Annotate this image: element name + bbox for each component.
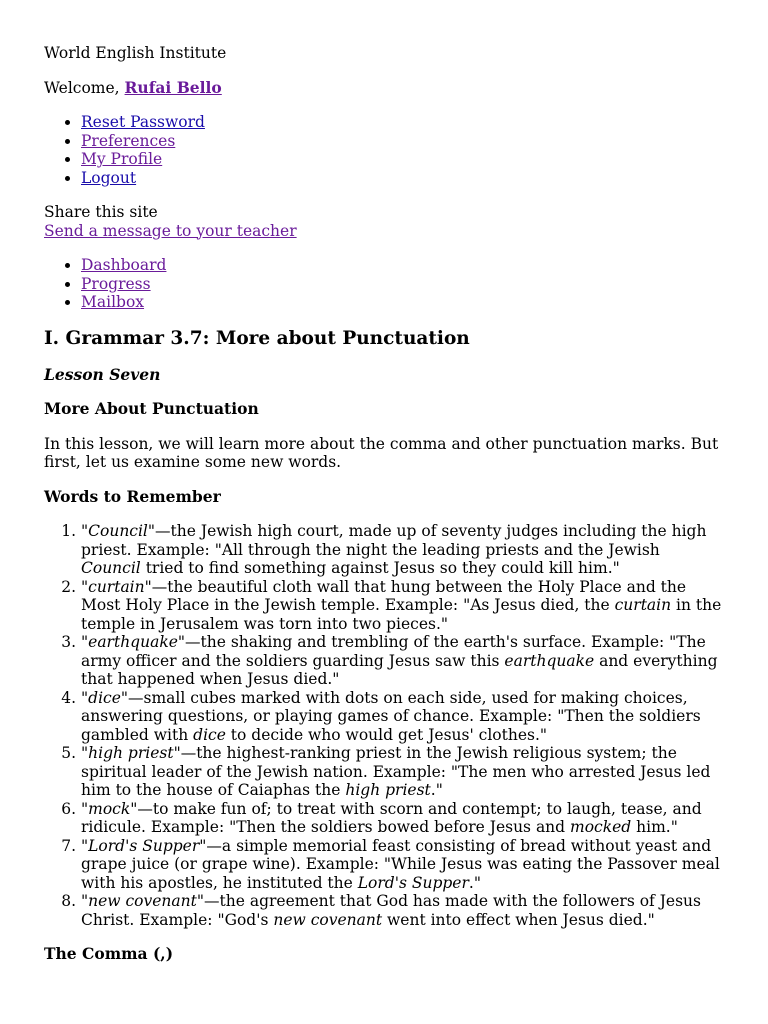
logout-link[interactable]: Logout: [81, 168, 137, 187]
vocab-term: high priest: [88, 744, 174, 762]
comma-heading: The Comma (,): [44, 944, 174, 963]
vocab-example-rest: to decide who would get Jesus' clothes.": [225, 725, 548, 744]
welcome-prefix: Welcome,: [44, 78, 125, 97]
main-nav: [44, 256, 724, 312]
vocab-example-term: mocked: [570, 818, 632, 836]
account-menu-item: [81, 169, 724, 188]
main-nav-item: [81, 275, 724, 294]
lesson-intro: In this lesson, we will learn more about the comma and other punctuation marks. But first, let us examine some new words.: [44, 434, 719, 471]
user-profile-link[interactable]: Rufai Bello: [124, 77, 222, 97]
vocab-example-rest: tried to find something against Jesus so they could kill him.": [140, 559, 620, 577]
vocab-definition: —the shaking and trembling of the earth's surface. Example: "The army officer and the soldiers guarding Jesus saw this: [81, 633, 706, 670]
account-menu-item: [81, 113, 724, 132]
vocab-term: earthquake: [88, 633, 178, 651]
vocab-definition: —the highest-ranking priest in the Jewish religious system; the spiritual leader of the Jewish nation. Example: "The men who arrested Jesus led him to the house of Caiaphas the: [81, 744, 711, 799]
vocab-example-rest: went into effect when Jesus died.": [382, 910, 655, 929]
vocab-definition: —a simple memorial feast consisting of bread without yeast and grape juice (or grape wine). Example: "While Jesus was eating the Passover meal with his apostles, he instituted the: [81, 836, 720, 892]
words-heading: Words to Remember: [44, 486, 221, 506]
share-label: Share this site: [44, 203, 158, 221]
vocabulary-item: 7. "Lord's Supper"—a simple memorial feast consisting of bread without yeast and grape juice (or grape wine). Example: "While Jesus was eating the Passover meal with his apostles, he instituted the Lord's Supper.": [81, 837, 724, 893]
account-menu-item: [81, 132, 724, 151]
lesson-number: Lesson Seven: [44, 364, 161, 384]
send-message-link[interactable]: Send a message to your teacher: [44, 221, 297, 240]
vocab-definition: —to make fun of; to treat with scorn and contempt; to laugh, tease, and ridicule. Example: "Then the soldiers bowed before Jesus and: [81, 799, 702, 836]
progress-link[interactable]: Progress: [81, 274, 151, 293]
vocab-example-term: dice: [193, 725, 226, 744]
vocab-term: Lord's Supper: [88, 836, 200, 855]
lesson-title: I. Grammar 3.7: More about Punctuation: [44, 327, 470, 349]
vocab-definition: —small cubes marked with dots on each side, used for making choices, answering questions, or playing games of chance. Example: "Then the soldiers gambled with: [81, 688, 701, 744]
vocab-example-rest: and everything that happened when Jesus died.": [81, 651, 718, 688]
vocabulary-item: 3. "earthquake"—the shaking and trembling of the earth's surface. Example: "The army officer and the soldiers guarding Jesus saw this earthquake and everything that happened when Jesus died.": [81, 633, 724, 689]
vocab-example-rest: him.": [631, 818, 678, 836]
vocab-term: curtain: [88, 577, 145, 596]
vocab-example-term: curtain: [614, 596, 672, 614]
vocab-example-term: new covenant: [273, 910, 383, 929]
dashboard-link[interactable]: Dashboard: [81, 256, 167, 274]
vocabulary-item: 2. "curtain"—the beautiful cloth wall that hung between the Holy Place and the Most Holy Place in the Jewish temple. Example: "As Jesus died, the curtain in the temple in Jerusalem was torn into two pieces.": [81, 578, 724, 634]
vocab-example-term: earthquake: [504, 651, 595, 670]
vocabulary-list: [44, 522, 724, 929]
vocab-term: Council: [88, 522, 148, 540]
vocab-definition: —the agreement that God has made with the followers of Jesus Christ. Example: "God's: [81, 892, 701, 929]
main-nav-item: [81, 293, 724, 312]
vocab-definition: —the beautiful cloth wall that hung between the Holy Place and the Most Holy Place in the Jewish temple. Example: "As Jesus died, the: [81, 577, 687, 614]
lesson-subtitle: More About Punctuation: [44, 399, 259, 418]
vocab-example-rest: .": [468, 873, 481, 892]
vocab-term: new covenant: [88, 892, 197, 910]
vocab-example-term: Council: [81, 559, 141, 577]
vocab-definition: —the Jewish high court, made up of seventy judges including the high priest. Example: "All through the night the leading priests and the Jewish: [81, 522, 707, 559]
mailbox-link[interactable]: Mailbox: [81, 293, 145, 311]
vocabulary-item: 1. "Council"—the Jewish high court, made up of seventy judges including the high priest. Example: "All through the night the leading priests and the Jewish Council tried to find something against Jesus so they could kill him.": [81, 522, 724, 578]
my-profile-link[interactable]: My Profile: [81, 150, 163, 168]
vocab-example-rest: .": [430, 781, 443, 799]
vocab-example-term: high priest: [345, 781, 431, 799]
welcome-line: [44, 79, 724, 98]
vocabulary-item: 4. "dice"—small cubes marked with dots on each side, used for making choices, answering questions, or playing games of chance. Example: "Then the soldiers gambled with dice to decide who would get Jesus' clothes.": [81, 689, 724, 745]
vocab-term: dice: [88, 688, 121, 707]
vocabulary-item: 8. "new covenant"—the agreement that God has made with the followers of Jesus Christ. Example: "God's new covenant went into effect when Jesus died.": [81, 892, 724, 929]
vocab-example-rest: in the temple in Jerusalem was torn into two pieces.": [81, 596, 722, 633]
vocabulary-item: 5. "high priest"—the highest-ranking priest in the Jewish religious system; the spiritual leader of the Jewish nation. Example: "The men who arrested Jesus led him to the house of Caiaphas the high priest.": [81, 744, 724, 800]
site-name: World English Institute: [44, 44, 227, 62]
account-menu: [44, 113, 724, 187]
reset-password-link[interactable]: Reset Password: [81, 113, 205, 131]
vocab-term: mock: [88, 799, 131, 818]
vocabulary-item: 6. "mock"—to make fun of; to treat with scorn and contempt; to laugh, tease, and ridicule. Example: "Then the soldiers bowed before Jesus and mocked him.": [81, 800, 724, 837]
main-nav-item: [81, 256, 724, 275]
preferences-link[interactable]: Preferences: [81, 131, 176, 150]
vocab-example-term: Lord's Supper: [357, 873, 469, 892]
account-menu-item: [81, 150, 724, 169]
